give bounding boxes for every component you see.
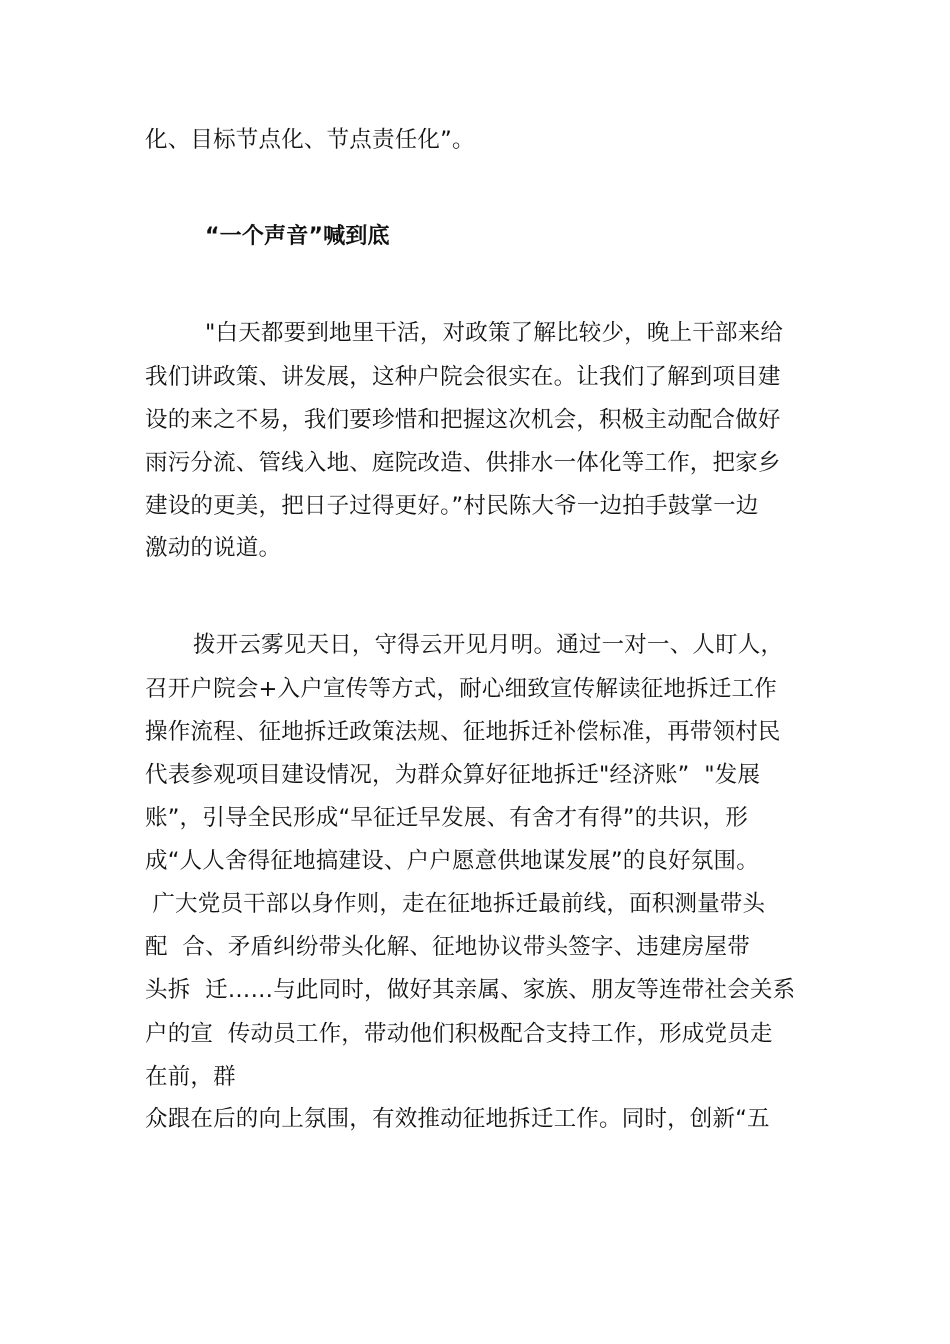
paragraph-line: 头拆 迁……与此同时，做好其亲属、家族、朋友等连带社会关系 (145, 977, 796, 1003)
paragraph-line: 我们讲政策、讲发展，这种户院会很实在。让我们了解到项目建 (145, 364, 781, 390)
paragraph-line: 设的来之不易，我们要珍惜和把握这次机会，积极主动配合做好 (145, 407, 781, 433)
paragraph-line: 激动的说道。 (145, 535, 282, 561)
paragraph-line: 配 合、矛盾纠纷带头化解、征地协议带头签字、违建房屋带 (145, 934, 750, 960)
paragraph-line: 成“人人舍得征地搞建设、户户愿意供地谋发展”的良好氛围。 (145, 848, 759, 874)
paragraph-line: 建设的更美，把日子过得更好。”村民陈大爷一边拍手鼓掌一边 (145, 493, 759, 519)
paragraph-line: 拨开云雾见天日，守得云开见月明。通过一对一、人盯人， (193, 632, 784, 658)
paragraph-line: 代表参观项目建设情况，为群众算好征地拆迁"经济账” "发展 (145, 762, 761, 788)
paragraph-line: 众跟在后的向上氛围，有效推动征地拆迁工作。同时，创新“五 (145, 1106, 770, 1132)
paragraph-line: 在前，群 (145, 1064, 236, 1090)
paragraph-line: "白天都要到地里干活，对政策了解比较少，晚上干部来给 (205, 320, 784, 346)
paragraph-line: 化、目标节点化、节点责任化”。 (145, 127, 475, 153)
paragraph-line: 账”，引导全民形成“早征迁早发展、有舍才有得”的共识，形 (145, 805, 749, 831)
paragraph-line: 操作流程、征地拆迁政策法规、征地拆迁补偿标准，再带领村民 (145, 719, 781, 745)
paragraph-line: 户的宣 传动员工作，带动他们积极配合支持工作，形成党员走 (145, 1021, 773, 1047)
section-heading: “一个声音”喊到底 (205, 224, 390, 249)
paragraph-line: 雨污分流、管线入地、庭院改造、供排水一体化等工作，把家乡 (145, 450, 781, 476)
paragraph-line: 广大党员干部以身作则，走在征地拆迁最前线，面积测量带头 (145, 891, 766, 917)
paragraph-line: 召开户院会+入户宣传等方式，耐心细致宣传解读征地拆迁工作 (145, 676, 777, 702)
